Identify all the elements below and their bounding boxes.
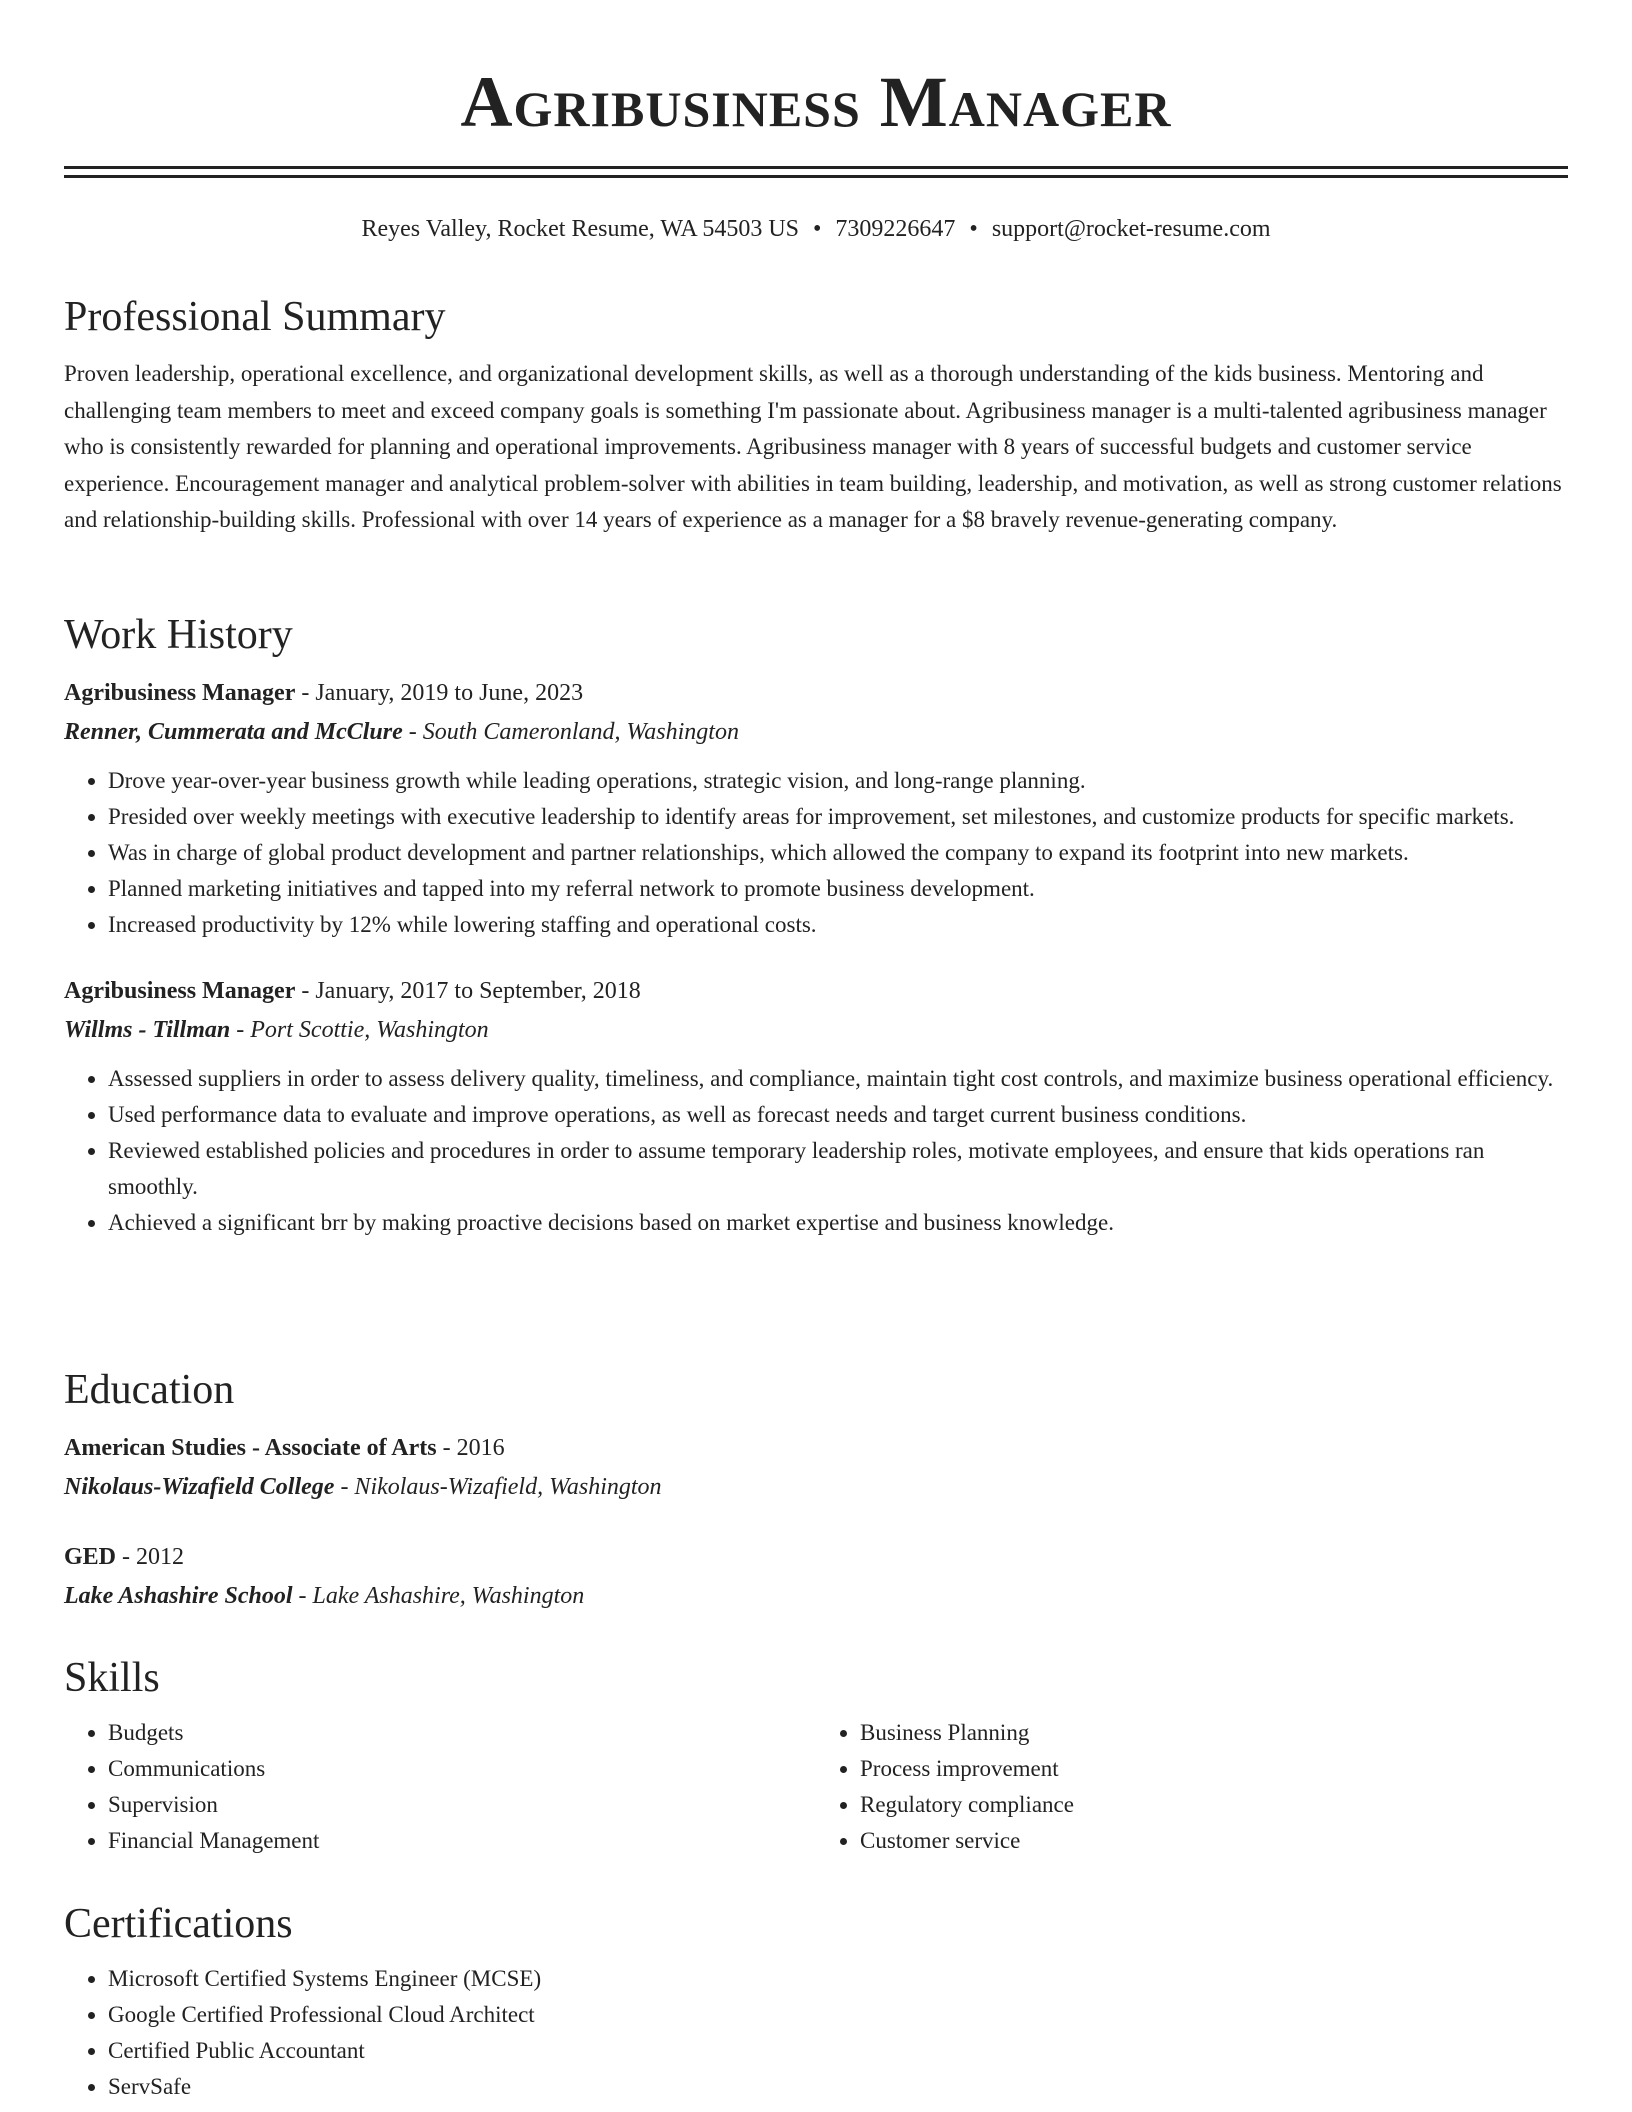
section-heading-work-history: Work History [64,612,293,658]
list-item: • Google Certified Professional Cloud Architect [108,1997,1568,2033]
education-section [64,1365,1568,1611]
job-location: - South Cameronland, Washington [402,719,739,745]
list-item: • Regulatory compliance [860,1787,1568,1823]
education-header [64,1542,1568,1572]
list-item: • Customer service [860,1823,1568,1859]
education-school-line [64,1581,1568,1611]
list-item: • Business Planning [860,1715,1568,1751]
list-item: • Assessed suppliers in order to assess delivery quality, timeliness, and compliance, maintain tight cost controls, and maximize business operational efficiency. [108,1061,1568,1097]
list-item: • Financial Management [108,1823,816,1859]
list-item: • Communications [108,1751,816,1787]
education-degree: American Studies - Associate of Arts [64,1435,437,1461]
list-item: • Drove year-over-year business growth while leading operations, strategic vision, and long-range planning. [108,763,1568,799]
job-location: - Port Scottie, Washington [230,1017,489,1043]
title-divider-top [64,166,1568,169]
job-dates: - January, 2017 to September, 2018 [295,978,641,1004]
contact-phone: 7309226647 [835,216,956,242]
job-employer-line [64,1015,1568,1045]
job-header [64,678,1568,708]
section-heading-summary: Professional Summary [64,294,446,340]
contact-email: support@rocket-resume.com [991,216,1271,242]
job-header [64,976,1568,1006]
resume-title: Agribusiness Manager [460,62,1172,142]
list-item: • Was in charge of global product development and partner relationships, which allowed the company to expand its footprint into new markets. [108,835,1568,871]
list-item: • ServSafe [108,2069,1568,2105]
list-item: • Achieved a significant brr by making proactive decisions based on market expertise and business knowledge. [108,1205,1568,1241]
work-history-section [64,610,1568,1241]
certifications-list [64,1961,1568,2105]
section-heading-certifications: Certifications [64,1901,293,1947]
education-location: - Nikolaus-Wizafield, Washington [334,1474,662,1500]
contact-separator: • [969,216,978,242]
title-divider-bottom [64,175,1568,178]
education-school: Nikolaus-Wizafield College [64,1474,335,1500]
skills-columns [64,1715,1568,1859]
education-degree: GED [64,1544,117,1570]
education-year: - 2016 [436,1435,505,1461]
list-item: • Reviewed established policies and procedures in order to assume temporary leadership roles, motivate employees, and ensure that kids operations ran smoothly. [108,1133,1568,1205]
list-item: • Used performance data to evaluate and improve operations, as well as forecast needs and target current business conditions. [108,1097,1568,1133]
job-title: Agribusiness Manager [64,978,296,1004]
job-bullets [64,763,1568,943]
education-school-line [64,1472,1568,1502]
job-bullets [64,1061,1568,1241]
education-location: - Lake Ashashire, Washington [292,1583,585,1609]
job-title: Agribusiness Manager [64,680,296,706]
skills-section [64,1653,1568,1859]
skills-list-left [64,1715,816,1859]
list-item: • Increased productivity by 12% while lowering staffing and operational costs. [108,907,1568,943]
job-employer-line [64,717,1568,747]
list-item: • Process improvement [860,1751,1568,1787]
education-school: Lake Ashashire School [64,1583,293,1609]
certifications-section [64,1899,1568,2105]
summary-text: Proven leadership, operational excellence, and organizational development skills, as well as a thorough understanding of the kids business. Mentoring and challenging team members to meet and exceed company goals is something I'm passionate about. Agribusiness manager is a multi-talented agribusiness manager who is consistently rewarded for planning and operational improvements. Agribusiness manager with 8 years of successful budgets and customer service experience. Encouragement manager and analytical problem-solver with abilities in team building, leadership, and motivation, as well as strong customer relations and relationship-building skills. Professional with over 14 years of experience as a manager for a $8 bravely revenue-generating company. [64,361,1562,532]
job-company: Renner, Cummerata and McClure [64,719,403,745]
contact-line [64,214,1568,244]
education-year: - 2012 [116,1544,185,1570]
list-item: • Certified Public Accountant [108,2033,1568,2069]
list-item: • Microsoft Certified Systems Engineer (MCSE) [108,1961,1568,1997]
job-company: Willms - Tillman [64,1017,231,1043]
contact-separator: • [813,216,822,242]
section-heading-skills: Skills [64,1655,160,1701]
contact-address: Reyes Valley, Rocket Resume, WA 54503 US [361,216,800,242]
summary-section [64,292,1568,539]
list-item: • Budgets [108,1715,816,1751]
education-header [64,1433,1568,1463]
list-item: • Planned marketing initiatives and tapped into my referral network to promote business development. [108,871,1568,907]
list-item: • Presided over weekly meetings with executive leadership to identify areas for improvement, set milestones, and customize products for specific markets. [108,799,1568,835]
list-item: • Supervision [108,1787,816,1823]
job-dates: - January, 2019 to June, 2023 [295,680,584,706]
section-heading-education: Education [64,1367,235,1413]
skills-list-right [816,1715,1568,1859]
